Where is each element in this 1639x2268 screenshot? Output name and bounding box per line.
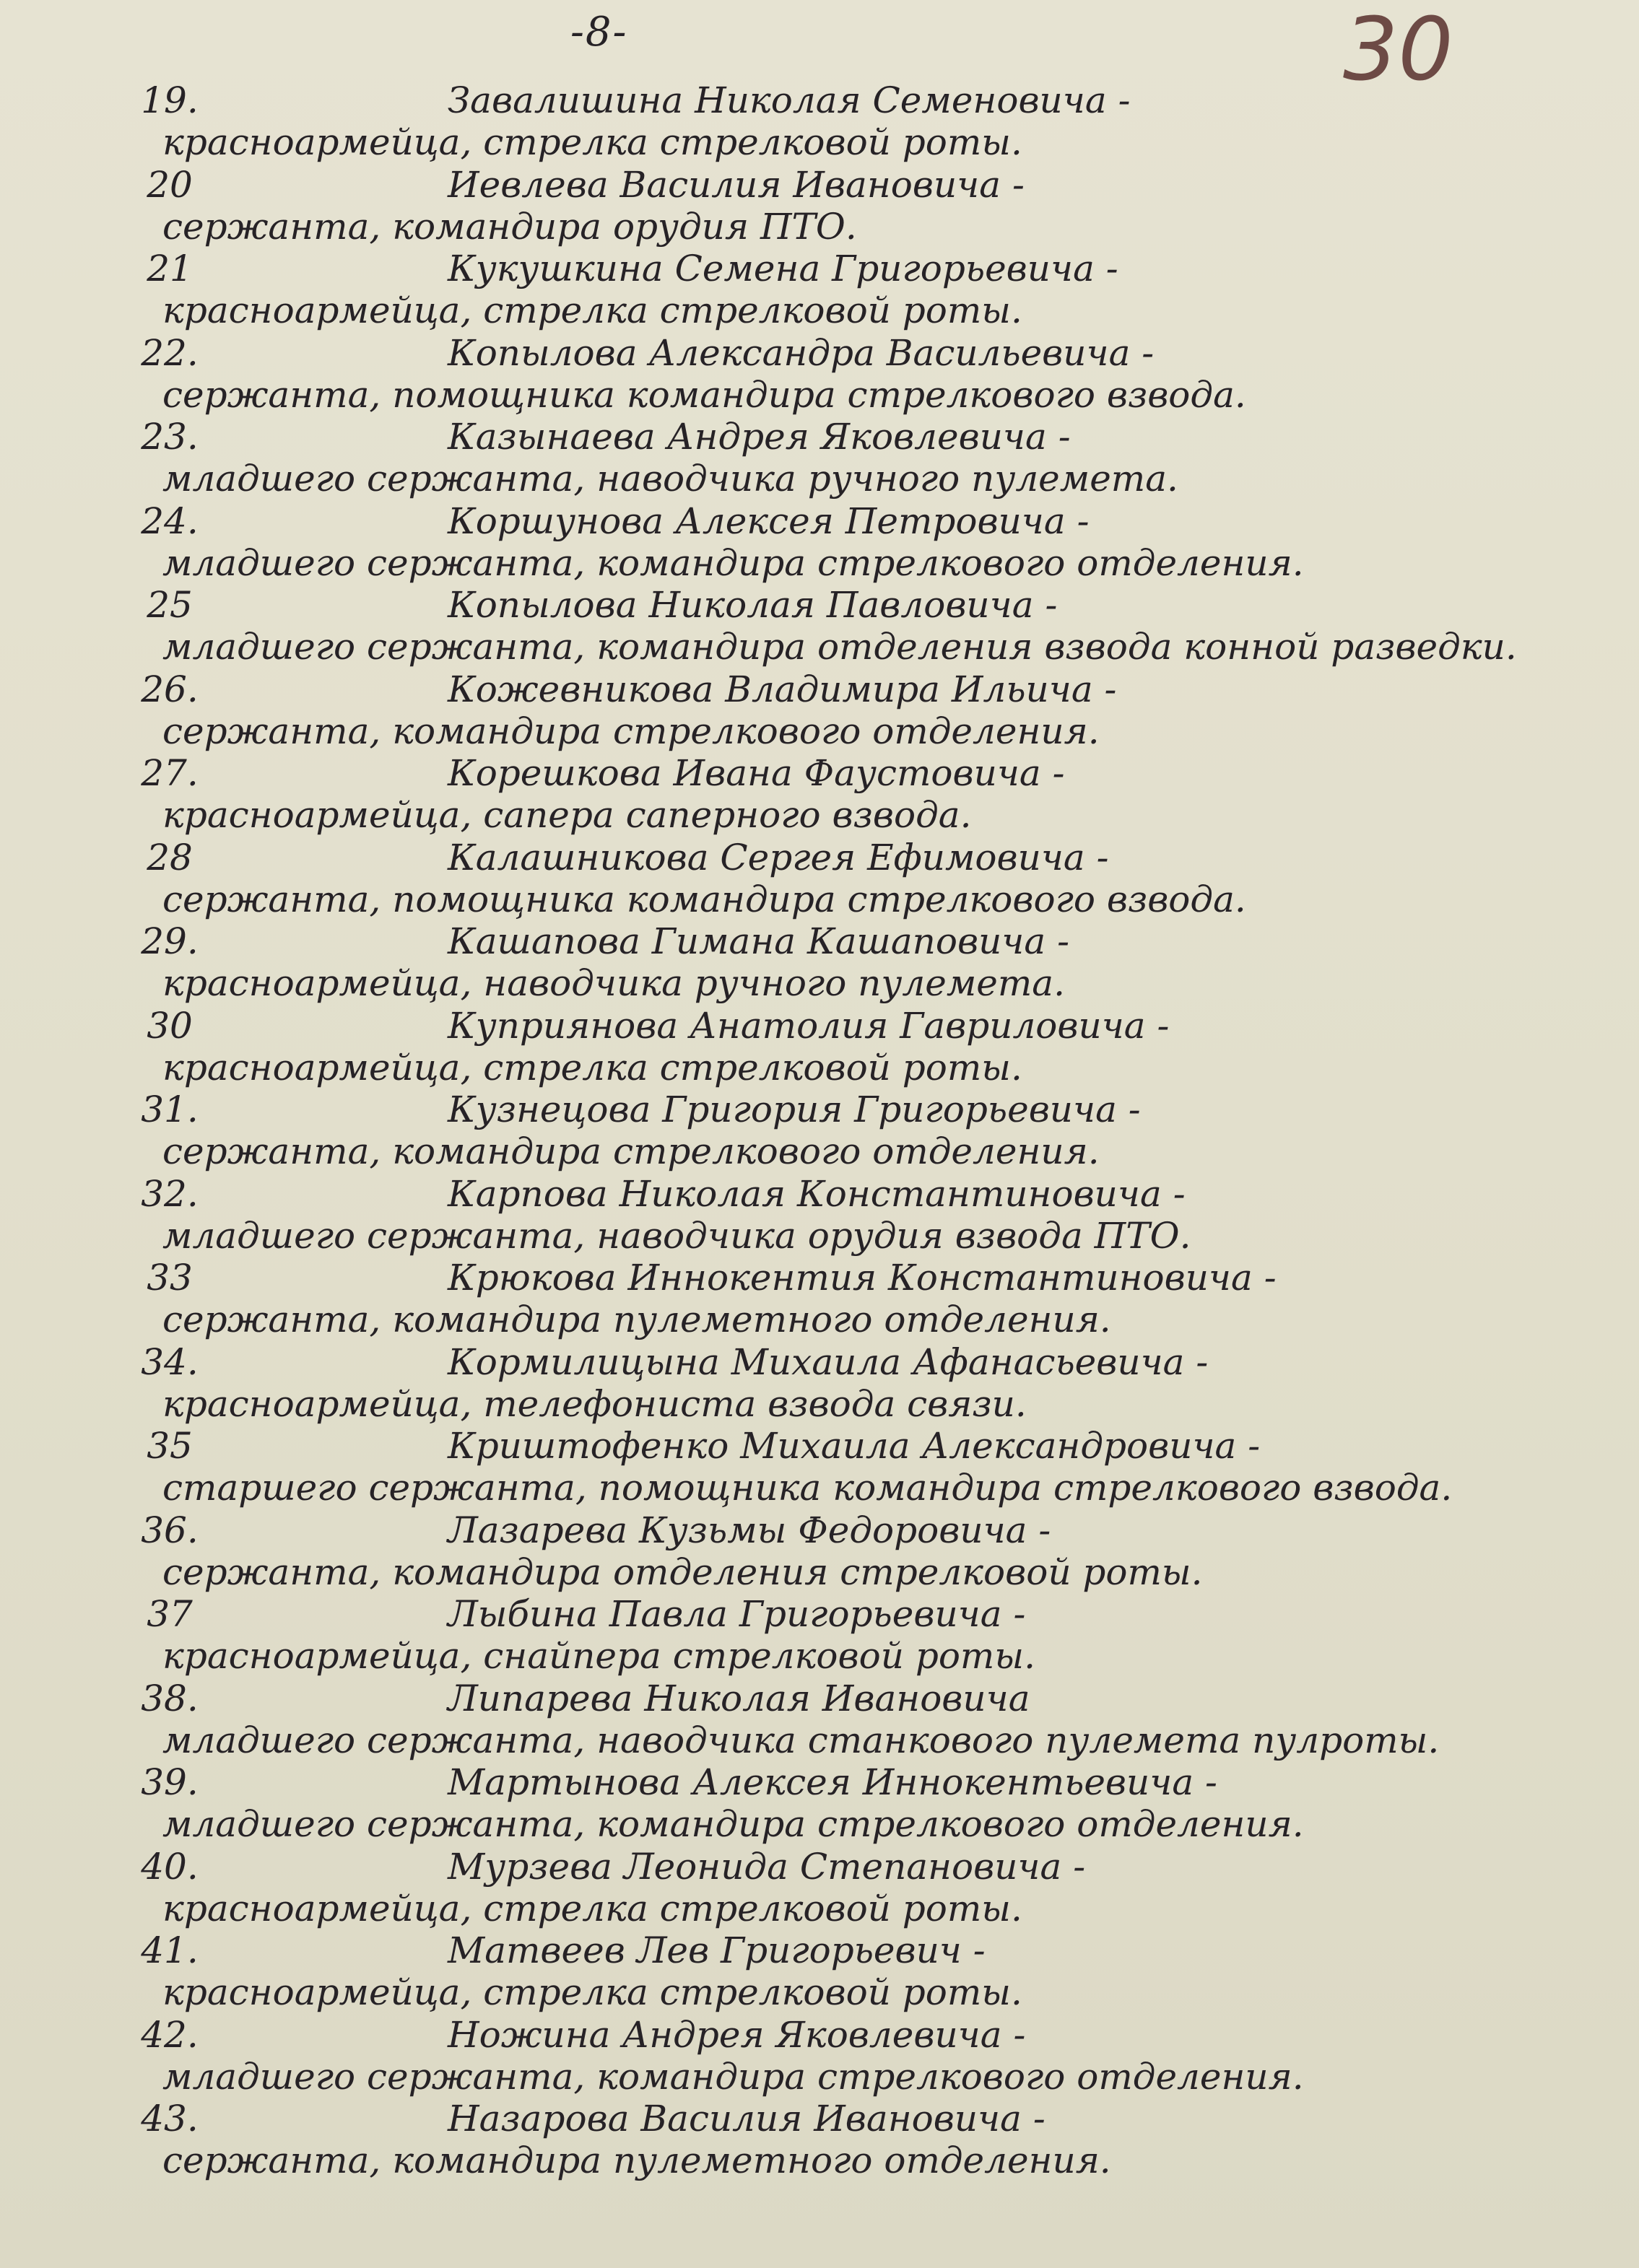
person-rank-position: младшего сержанта, командира стрелкового отделения.	[162, 1803, 1304, 1845]
entry-number: 26.	[141, 668, 199, 710]
list-item	[0, 1005, 1639, 1089]
person-rank-position: сержанта, командира стрелкового отделения.	[162, 710, 1100, 752]
person-name: Кузнецова Григория Григорьевича -	[448, 1089, 1141, 1130]
person-rank-position: сержанта, командира стрелкового отделения.	[162, 1130, 1100, 1172]
entry-number: 24.	[141, 500, 199, 542]
list-item	[0, 1257, 1639, 1341]
person-rank-position: красноармейца, телефониста взвода связи.	[162, 1382, 1027, 1425]
entry-number: 37	[147, 1593, 193, 1635]
entry-number: 27.	[141, 752, 199, 794]
entry-number: 20	[147, 163, 193, 206]
person-rank-position: младшего сержанта, командира стрелкового отделения.	[162, 541, 1304, 584]
entry-number: 33	[147, 1257, 193, 1299]
person-name: Казынаева Андрея Яковлевича -	[448, 416, 1071, 458]
list-item	[0, 1846, 1639, 1930]
person-rank-position: сержанта, командира отделения стрелковой роты.	[162, 1550, 1203, 1593]
list-item	[0, 668, 1639, 753]
person-rank-position: красноармейца, стрелка стрелковой роты.	[162, 1046, 1022, 1089]
person-name: Матвеев Лев Григорьевич -	[448, 1929, 986, 1971]
person-rank-position: младшего сержанта, наводчика орудия взвода ПТО.	[162, 1214, 1191, 1257]
entry-number: 25	[147, 584, 193, 626]
page-number: -8-	[570, 9, 628, 56]
person-name: Кукушкина Семена Григорьевича -	[448, 248, 1118, 289]
person-rank-position: красноармейца, стрелка стрелковой роты.	[162, 1971, 1022, 2013]
person-name: Липарева Николая Ивановича	[448, 1677, 1030, 1719]
list-item	[0, 2014, 1639, 2098]
person-rank-position: сержанта, командира пулеметного отделения.	[162, 2140, 1111, 2181]
list-item	[0, 1089, 1639, 1173]
person-name: Калашникова Сергея Ефимовича -	[448, 836, 1109, 878]
list-item	[0, 1173, 1639, 1257]
person-name: Мартынова Алексея Иннокентьевича -	[448, 1761, 1217, 1803]
entry-number: 32.	[141, 1172, 199, 1215]
list-item	[0, 920, 1639, 1005]
person-rank-position: красноармейца, стрелка стрелковой роты.	[162, 289, 1022, 331]
person-name: Завалишина Николая Семеновича -	[448, 79, 1131, 121]
person-name: Криштофенко Михаила Александровича -	[448, 1425, 1261, 1467]
person-name: Назарова Василия Ивановича -	[448, 2098, 1045, 2140]
person-rank-position: красноармейца, наводчика ручного пулемета.	[162, 962, 1065, 1004]
person-name: Ножина Андрея Яковлевича -	[448, 2013, 1026, 2056]
entry-number: 41.	[141, 1929, 199, 1971]
entry-number: 19.	[141, 79, 199, 121]
person-name: Кожевникова Владимира Ильича -	[448, 668, 1117, 710]
list-item	[0, 584, 1639, 668]
entry-number: 31.	[141, 1089, 199, 1130]
entry-number: 42.	[141, 2013, 199, 2056]
list-item	[0, 2098, 1639, 2182]
person-name: Коршунова Алексея Петровича -	[448, 500, 1090, 542]
person-rank-position: красноармейца, стрелка стрелковой роты.	[162, 121, 1022, 163]
person-rank-position: младшего сержанта, наводчика станкового пулемета пулроты.	[162, 1719, 1440, 1761]
person-rank-position: красноармейца, снайпера стрелковой роты.	[162, 1635, 1035, 1677]
person-rank-position: младшего сержанта, командира отделения взвода конной разведки.	[162, 626, 1517, 668]
entry-number: 30	[147, 1004, 193, 1047]
person-name: Копылова Александра Васильевича -	[448, 331, 1155, 374]
list-item	[0, 1509, 1639, 1594]
entry-number: 22.	[141, 331, 199, 374]
person-rank-position: младшего сержанта, командира стрелкового отделения.	[162, 2055, 1304, 2098]
entry-number: 36.	[141, 1509, 199, 1551]
person-rank-position: красноармейца, стрелка стрелковой роты.	[162, 1887, 1022, 1929]
person-name: Лыбина Павла Григорьевича -	[448, 1593, 1026, 1635]
list-item	[0, 1425, 1639, 1509]
entry-number: 43.	[141, 2098, 199, 2140]
list-item	[0, 1678, 1639, 1762]
list-item	[0, 1761, 1639, 1846]
list-item	[0, 1341, 1639, 1426]
list-item	[0, 1593, 1639, 1678]
person-name: Мурзева Леонида Степановича -	[448, 1845, 1086, 1888]
person-name: Копылова Николая Павловича -	[448, 584, 1058, 626]
award-list	[0, 79, 1639, 2182]
list-item	[0, 164, 1639, 248]
entry-number: 38.	[141, 1677, 199, 1719]
person-name: Кашапова Гимана Кашаповича -	[448, 920, 1069, 962]
list-item	[0, 1929, 1639, 2014]
entry-number: 21	[147, 248, 193, 289]
list-item	[0, 500, 1639, 585]
person-name: Кормилицына Михаила Афанасьевича -	[448, 1340, 1209, 1383]
entry-number: 28	[147, 836, 193, 878]
person-rank-position: младшего сержанта, наводчика ручного пулемета.	[162, 458, 1178, 500]
person-name: Иевлева Василия Ивановича -	[448, 163, 1025, 206]
person-name: Крюкова Иннокентия Константиновича -	[448, 1257, 1277, 1299]
person-rank-position: сержанта, помощника командира стрелкового взвода.	[162, 878, 1246, 920]
list-item	[0, 752, 1639, 837]
person-rank-position: старшего сержанта, помощника командира стрелкового взвода.	[162, 1467, 1453, 1509]
person-name: Куприянова Анатолия Гавриловича -	[448, 1004, 1170, 1047]
list-item	[0, 837, 1639, 921]
folio-number: 30	[1343, 0, 1453, 100]
entry-number: 39.	[141, 1761, 199, 1803]
entry-number: 34.	[141, 1340, 199, 1383]
person-rank-position: сержанта, командира пулеметного отделения.	[162, 1299, 1111, 1340]
person-rank-position: сержанта, командира орудия ПТО.	[162, 205, 857, 248]
person-name: Карпова Николая Константиновича -	[448, 1172, 1186, 1215]
person-rank-position: красноармейца, сапера саперного взвода.	[162, 794, 972, 836]
list-item	[0, 332, 1639, 416]
person-name: Корешкова Ивана Фаустовича -	[448, 752, 1065, 794]
entry-number: 35	[147, 1425, 193, 1467]
list-item	[0, 416, 1639, 500]
entry-number: 29.	[141, 920, 199, 962]
person-rank-position: сержанта, помощника командира стрелкового взвода.	[162, 373, 1246, 416]
entry-number: 40.	[141, 1845, 199, 1888]
list-item	[0, 79, 1639, 164]
person-name: Лазарева Кузьмы Федоровича -	[448, 1509, 1051, 1551]
list-item	[0, 248, 1639, 332]
entry-number: 23.	[141, 416, 199, 458]
